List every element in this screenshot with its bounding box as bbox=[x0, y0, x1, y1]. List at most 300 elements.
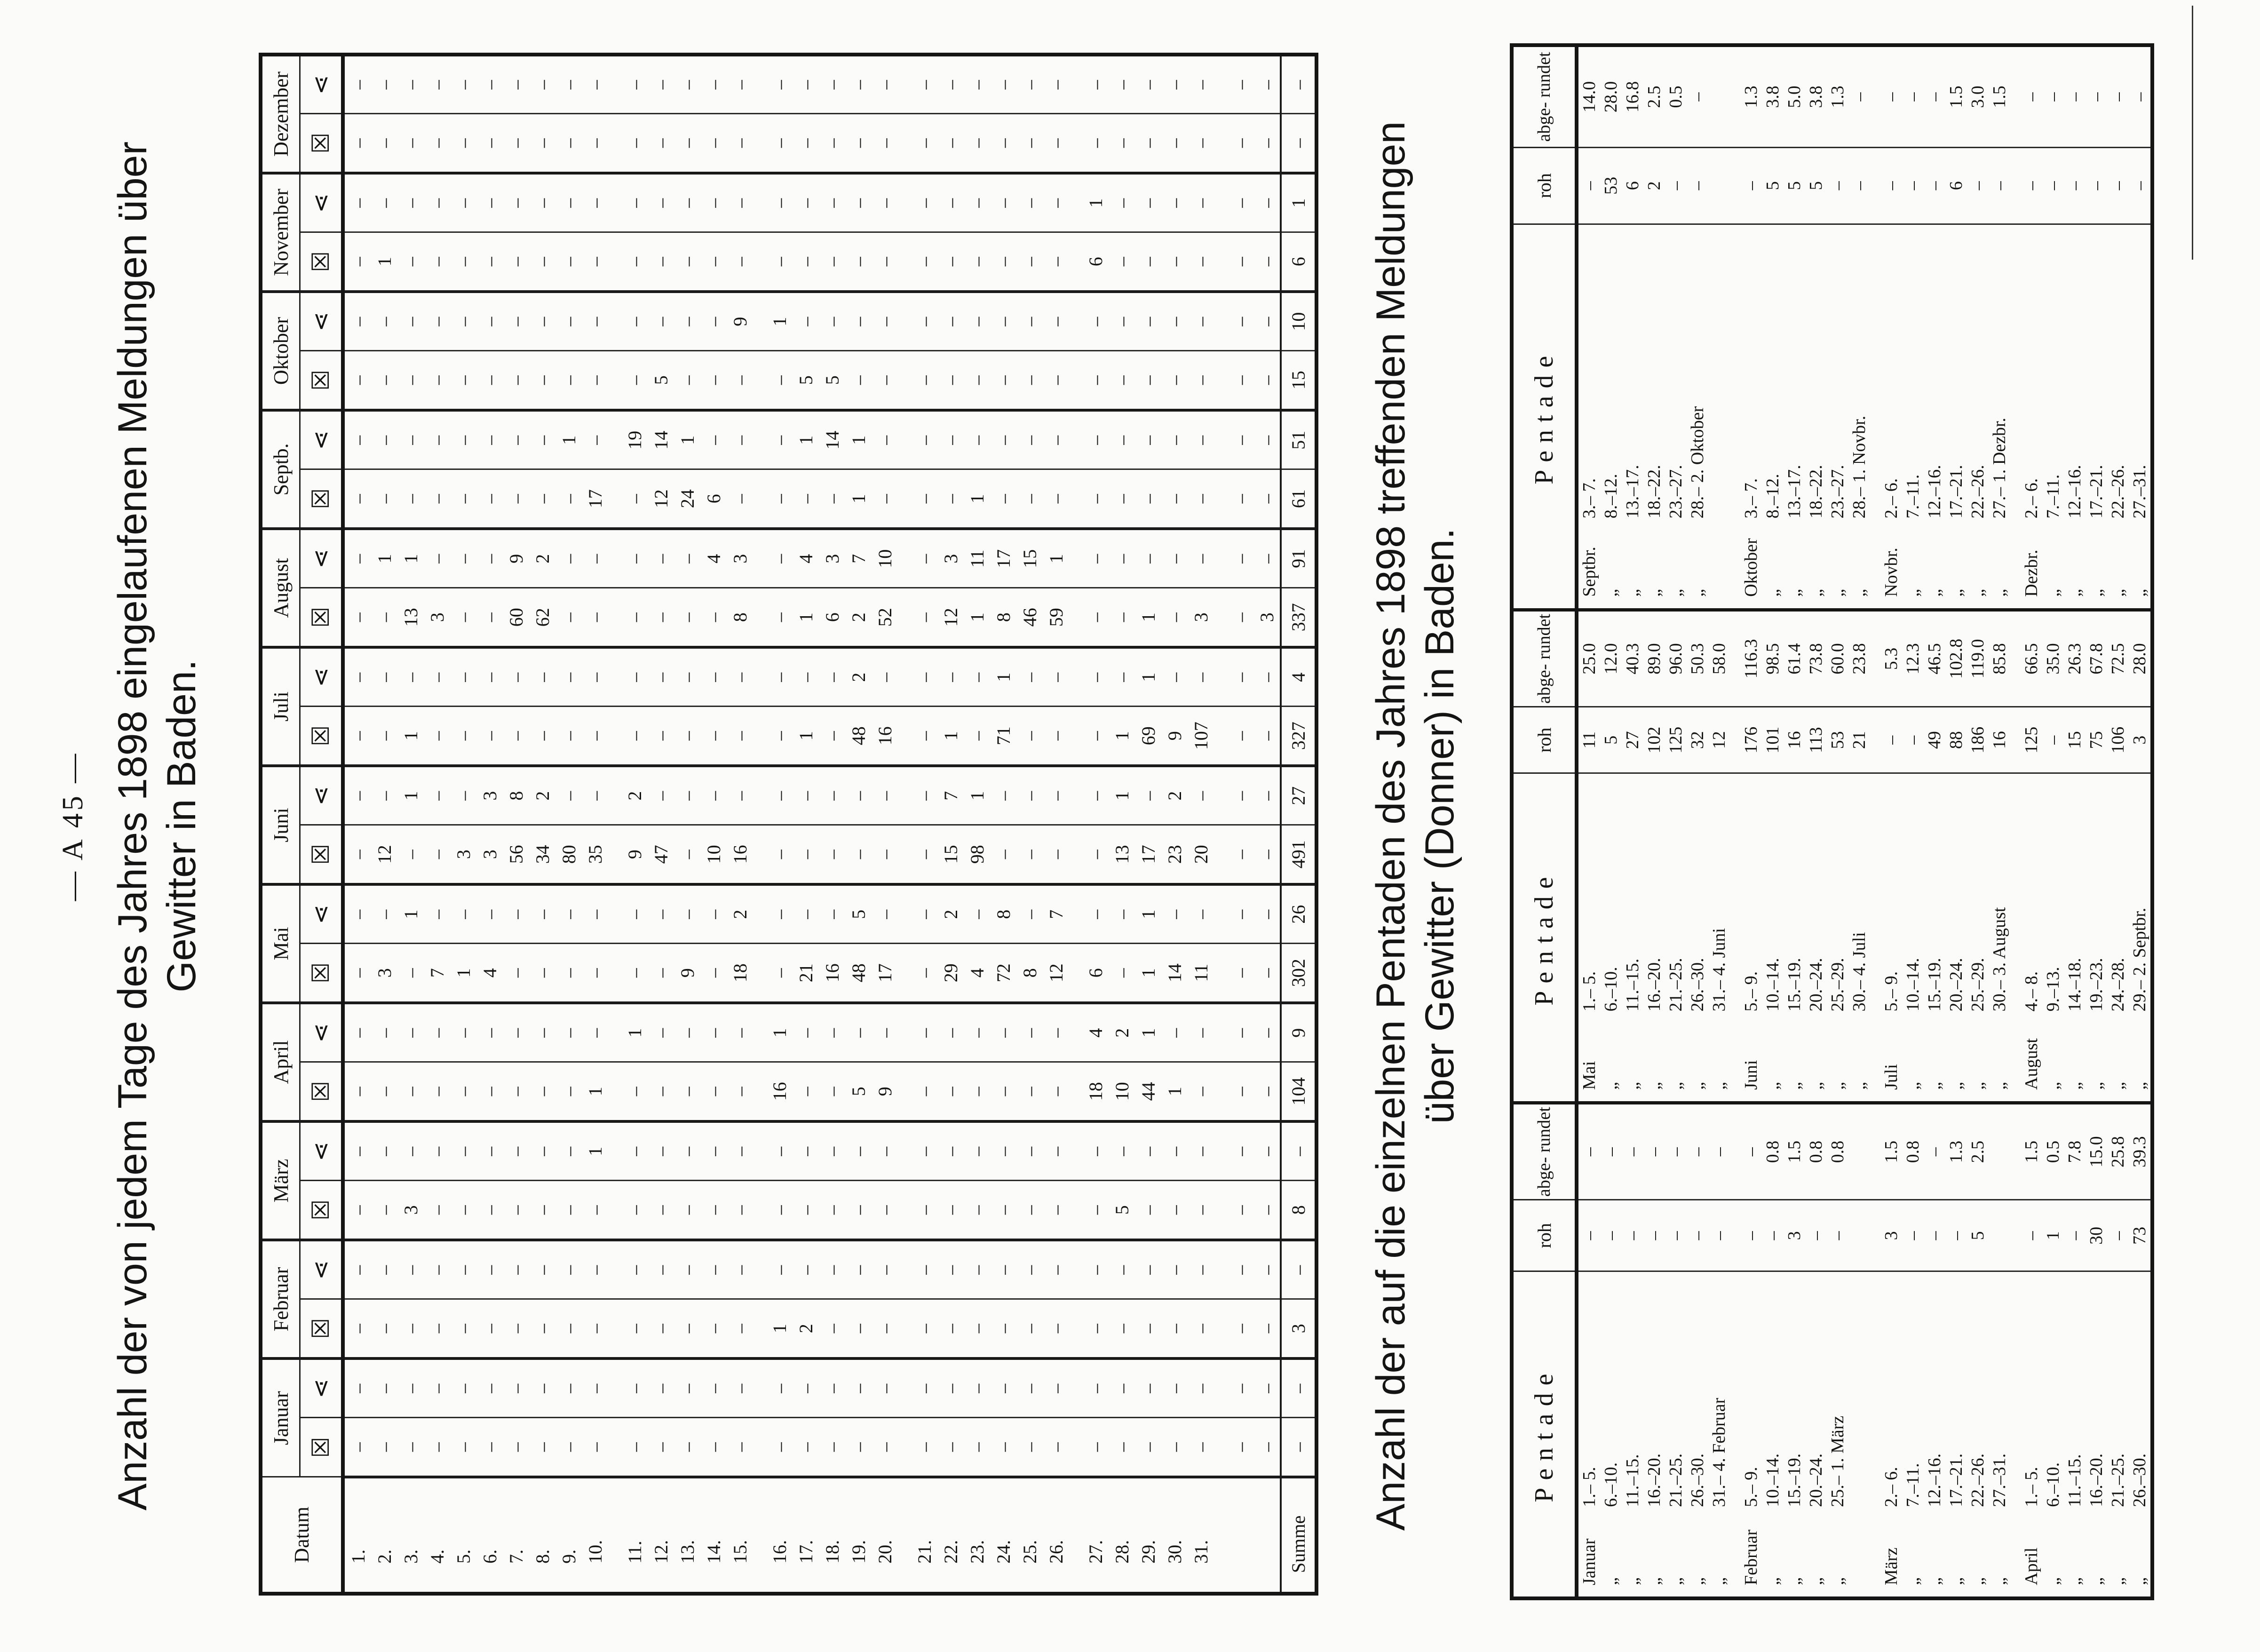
count-cell: – bbox=[582, 707, 608, 766]
count-cell: – bbox=[529, 232, 555, 292]
count-cell: – bbox=[529, 944, 555, 1003]
count-cell: – bbox=[1188, 410, 1214, 469]
gap-cell bbox=[608, 944, 621, 1003]
abgerundet-cell: 28.0 bbox=[1600, 45, 1622, 147]
count-cell: – bbox=[424, 1240, 450, 1299]
gap-cell bbox=[1870, 147, 1880, 224]
count-cell: – bbox=[1016, 1240, 1043, 1299]
roh-cell: 27 bbox=[1622, 707, 1643, 773]
month-cell: „ bbox=[1827, 520, 1848, 610]
roh-cell: 1 bbox=[2042, 1200, 2064, 1271]
count-cell: – bbox=[1253, 410, 1281, 469]
count-cell: – bbox=[1281, 55, 1316, 114]
gap-cell bbox=[753, 825, 766, 884]
roh-cell: – bbox=[1945, 1200, 1967, 1271]
count-cell: – bbox=[621, 1358, 648, 1418]
daily-table-body bbox=[343, 55, 1316, 1594]
count-cell: 3 bbox=[397, 1181, 424, 1240]
pentade-cell: 26.–30. bbox=[1688, 1453, 1707, 1507]
gap-cell bbox=[753, 351, 766, 410]
count-cell: – bbox=[964, 173, 990, 232]
abgerundet-cell: 1.3 bbox=[1827, 45, 1848, 147]
count-cell: – bbox=[1227, 884, 1253, 944]
count-cell: – bbox=[819, 766, 845, 825]
abgerundet-cell: – bbox=[1687, 45, 1708, 147]
count-cell: – bbox=[1188, 1240, 1214, 1299]
count-cell: – bbox=[555, 1358, 582, 1418]
count-cell: – bbox=[1043, 55, 1069, 114]
date-cell bbox=[1227, 1477, 1253, 1594]
abgerundet-cell: 66.5 bbox=[2021, 610, 2042, 707]
date-cell: 12. bbox=[650, 1540, 672, 1564]
count-cell: – bbox=[450, 1181, 476, 1240]
pentade-cell: 31.– 4. Februar bbox=[1709, 1398, 1729, 1507]
count-cell: – bbox=[343, 884, 371, 944]
gap-cell bbox=[608, 1477, 621, 1594]
abgerundet-cell: 14.0 bbox=[1577, 45, 1600, 147]
gap-cell bbox=[608, 55, 621, 114]
gap-cell bbox=[2010, 147, 2021, 224]
count-cell: – bbox=[1227, 232, 1253, 292]
count-cell: – bbox=[1188, 351, 1214, 410]
count-cell: – bbox=[872, 114, 898, 173]
roh-cell: 101 bbox=[1762, 707, 1784, 773]
roh-cell: 16 bbox=[1784, 707, 1805, 773]
pentade-cell: 1.– 5. bbox=[2022, 1467, 2041, 1507]
count-cell: – bbox=[674, 1358, 700, 1418]
date-cell: 27. bbox=[1085, 1540, 1106, 1564]
month-cell: „ bbox=[1924, 520, 1945, 610]
gap-cell bbox=[608, 1299, 621, 1358]
count-cell: – bbox=[727, 647, 753, 707]
count-cell: 17 bbox=[990, 529, 1016, 588]
abgerundet-cell bbox=[1708, 45, 1730, 147]
count-cell: – bbox=[937, 1062, 964, 1121]
month-cell: „ bbox=[1902, 520, 1924, 610]
count-cell: – bbox=[1188, 469, 1214, 529]
count-cell: – bbox=[1253, 1358, 1281, 1418]
count-cell: – bbox=[964, 1240, 990, 1299]
gap-cell bbox=[753, 766, 766, 825]
gap-cell bbox=[1214, 173, 1227, 232]
count-cell: – bbox=[1281, 1121, 1316, 1181]
count-cell: 1 bbox=[450, 944, 476, 1003]
pentade-cell: 15.–19. bbox=[1784, 1453, 1804, 1507]
count-cell: – bbox=[343, 469, 371, 529]
gap-cell bbox=[753, 1121, 766, 1181]
month-cell: Juli bbox=[1880, 1013, 1902, 1103]
gap-cell bbox=[1069, 766, 1082, 825]
month-cell: „ bbox=[1622, 520, 1643, 610]
count-cell: – bbox=[555, 173, 582, 232]
count-cell: – bbox=[1016, 1418, 1043, 1477]
roh-cell bbox=[1708, 147, 1730, 224]
month-cell: „ bbox=[1989, 520, 2010, 610]
date-cell: 10. bbox=[584, 1540, 606, 1564]
month-cell: „ bbox=[1945, 1013, 1967, 1103]
count-cell: 16 bbox=[727, 825, 753, 884]
count-cell: 8 bbox=[1016, 944, 1043, 1003]
month-cell: „ bbox=[1643, 1013, 1665, 1103]
table-row bbox=[397, 55, 424, 1594]
month-cell bbox=[1848, 1509, 1870, 1598]
gap-cell bbox=[1214, 351, 1227, 410]
gap-cell bbox=[608, 469, 621, 529]
abgerundet-cell: – bbox=[1880, 45, 1902, 147]
count-cell: 56 bbox=[503, 825, 529, 884]
count-cell: – bbox=[1043, 825, 1069, 884]
count-cell: – bbox=[766, 1121, 793, 1181]
count-cell: – bbox=[727, 173, 753, 232]
thunder-icon: ⋖ bbox=[307, 904, 334, 924]
count-cell: 1 bbox=[371, 529, 397, 588]
count-cell: – bbox=[371, 647, 397, 707]
count-cell: – bbox=[845, 1240, 872, 1299]
date-cell: 30. bbox=[1164, 1540, 1185, 1564]
gap-cell bbox=[1214, 1003, 1227, 1062]
count-cell: – bbox=[476, 588, 503, 647]
count-cell: – bbox=[503, 647, 529, 707]
abgerundet-cell: – bbox=[1924, 45, 1945, 147]
gap-cell bbox=[898, 588, 911, 647]
roh-cell: 53 bbox=[1827, 707, 1848, 773]
table-row bbox=[1082, 55, 1109, 1594]
roh-header-1: roh bbox=[1512, 1200, 1577, 1271]
count-cell: 9 bbox=[1161, 707, 1188, 766]
count-cell: – bbox=[1188, 1062, 1214, 1121]
month-cell: „ bbox=[1990, 1577, 2009, 1585]
count-cell: – bbox=[819, 1418, 845, 1477]
month-cell: „ bbox=[2042, 520, 2064, 610]
count-cell: – bbox=[872, 825, 898, 884]
count-cell: – bbox=[1135, 232, 1161, 292]
count-cell: – bbox=[1161, 1358, 1188, 1418]
gap-cell bbox=[1730, 773, 1740, 1014]
count-cell: 91 bbox=[1281, 529, 1316, 588]
count-cell: – bbox=[1161, 1299, 1188, 1358]
pentade-cell: 13.–17. bbox=[1623, 465, 1642, 519]
table-row bbox=[898, 55, 911, 1594]
count-cell: 19 bbox=[621, 410, 648, 469]
count-cell: 1 bbox=[582, 1121, 608, 1181]
count-cell: – bbox=[424, 114, 450, 173]
table-row bbox=[753, 55, 766, 1594]
count-cell: – bbox=[845, 232, 872, 292]
gap-cell bbox=[1069, 351, 1082, 410]
count-cell: – bbox=[1161, 1181, 1188, 1240]
count-cell: – bbox=[582, 1418, 608, 1477]
abgerundet-cell: 85.8 bbox=[1989, 610, 2010, 707]
count-cell: – bbox=[450, 55, 476, 114]
month-cell: „ bbox=[2064, 1013, 2086, 1103]
gap-cell bbox=[608, 1062, 621, 1121]
gap-cell bbox=[608, 766, 621, 825]
count-cell: 17 bbox=[872, 944, 898, 1003]
count-cell: 1 bbox=[793, 707, 819, 766]
count-cell: – bbox=[1109, 1418, 1135, 1477]
count-cell: 107 bbox=[1188, 707, 1214, 766]
pentade-cell: 21.–25. bbox=[1666, 958, 1686, 1012]
count-cell: – bbox=[503, 1299, 529, 1358]
count-cell: – bbox=[529, 1181, 555, 1240]
gap-cell bbox=[1870, 224, 1880, 520]
count-cell: – bbox=[1188, 647, 1214, 707]
thunder-icon: ⋖ bbox=[307, 193, 334, 213]
gap-cell bbox=[1069, 1358, 1082, 1418]
month-cell: „ bbox=[1763, 1577, 1783, 1585]
count-cell: 9 bbox=[674, 944, 700, 1003]
month-cell: „ bbox=[2086, 1013, 2107, 1103]
pentade-cell: 25.–29. bbox=[1828, 958, 1848, 1012]
count-cell: – bbox=[1082, 1240, 1109, 1299]
count-cell: – bbox=[1253, 1299, 1281, 1358]
gap-cell bbox=[1730, 224, 1740, 520]
count-cell: – bbox=[343, 351, 371, 410]
count-cell: 7 bbox=[424, 944, 450, 1003]
abgerundet-cell: 119.0 bbox=[1967, 610, 1989, 707]
count-cell: 14 bbox=[648, 410, 674, 469]
count-cell: – bbox=[819, 1181, 845, 1240]
count-cell: – bbox=[1135, 529, 1161, 588]
count-cell: – bbox=[1043, 173, 1069, 232]
gap-cell bbox=[1214, 944, 1227, 1003]
count-cell: – bbox=[371, 1358, 397, 1418]
gap-cell bbox=[1069, 292, 1082, 351]
abgerundet-cell: 1.3 bbox=[1740, 45, 1762, 147]
roh-cell: 5 bbox=[1600, 707, 1622, 773]
gap-cell bbox=[898, 292, 911, 351]
date-cell: 28. bbox=[1111, 1540, 1133, 1564]
pentade-cell: 5.– 9. bbox=[1881, 971, 1901, 1012]
count-cell: – bbox=[819, 1240, 845, 1299]
month-cell: „ bbox=[2086, 1577, 2106, 1585]
count-cell: – bbox=[529, 1003, 555, 1062]
count-cell: 69 bbox=[1135, 707, 1161, 766]
count-cell: – bbox=[937, 1299, 964, 1358]
month-cell: „ bbox=[2130, 1577, 2149, 1585]
count-cell: – bbox=[371, 173, 397, 232]
gap-cell bbox=[2010, 1013, 2021, 1103]
month-cell: „ bbox=[2043, 1577, 2063, 1585]
count-cell: – bbox=[555, 232, 582, 292]
count-cell: – bbox=[727, 1181, 753, 1240]
count-cell: – bbox=[343, 766, 371, 825]
count-cell: – bbox=[845, 1003, 872, 1062]
count-cell: – bbox=[371, 1418, 397, 1477]
month-cell: „ bbox=[2129, 1013, 2152, 1103]
count-cell: – bbox=[845, 766, 872, 825]
count-cell: – bbox=[476, 1003, 503, 1062]
count-cell: 9 bbox=[621, 825, 648, 884]
count-cell: – bbox=[503, 1003, 529, 1062]
count-cell: – bbox=[700, 884, 727, 944]
roh-cell: – bbox=[1902, 1200, 1924, 1271]
count-cell: 1 bbox=[964, 766, 990, 825]
count-cell: – bbox=[872, 1418, 898, 1477]
gap-cell bbox=[608, 1358, 621, 1418]
table-row bbox=[1805, 45, 1827, 1598]
gap-cell bbox=[753, 1240, 766, 1299]
roh-cell: – bbox=[1880, 707, 1902, 773]
roh-cell: – bbox=[1827, 1200, 1848, 1271]
month-cell: „ bbox=[1806, 1577, 1826, 1585]
count-cell: 3 bbox=[450, 825, 476, 884]
count-cell: – bbox=[1135, 766, 1161, 825]
count-cell: – bbox=[964, 232, 990, 292]
abgerundet-cell: – bbox=[1600, 1103, 1622, 1199]
table-row bbox=[872, 55, 898, 1594]
pentade-cell: 25.–29. bbox=[1968, 958, 1988, 1012]
count-cell: – bbox=[700, 588, 727, 647]
count-cell: – bbox=[937, 232, 964, 292]
pentade-cell: 1.– 5. bbox=[1579, 971, 1599, 1012]
count-cell: – bbox=[450, 647, 476, 707]
count-cell: – bbox=[911, 825, 937, 884]
gap-cell bbox=[1214, 1121, 1227, 1181]
count-cell: – bbox=[371, 1121, 397, 1181]
count-cell: – bbox=[621, 884, 648, 944]
count-cell: – bbox=[343, 1062, 371, 1121]
count-cell: 1 bbox=[397, 529, 424, 588]
table-row bbox=[476, 55, 503, 1594]
count-cell: – bbox=[450, 232, 476, 292]
count-cell: – bbox=[424, 1358, 450, 1418]
date-cell: 4. bbox=[426, 1549, 448, 1564]
count-cell: – bbox=[1227, 1418, 1253, 1477]
count-cell: – bbox=[1016, 469, 1043, 529]
table-row bbox=[793, 55, 819, 1594]
count-cell: – bbox=[1016, 114, 1043, 173]
gap-cell bbox=[753, 944, 766, 1003]
gap-cell bbox=[608, 232, 621, 292]
roh-cell: 11 bbox=[1577, 707, 1600, 773]
gap-cell bbox=[608, 647, 621, 707]
count-cell: – bbox=[1082, 469, 1109, 529]
count-cell: – bbox=[1109, 114, 1135, 173]
count-cell: 1 bbox=[1281, 173, 1316, 232]
gap-cell bbox=[1069, 232, 1082, 292]
abgerundet-cell: – bbox=[2107, 45, 2129, 147]
roh-cell: – bbox=[2064, 147, 2086, 224]
count-cell: – bbox=[582, 1299, 608, 1358]
count-cell: – bbox=[621, 173, 648, 232]
roh-cell: 3 bbox=[1784, 1200, 1805, 1271]
date-cell: 8. bbox=[531, 1549, 553, 1564]
table1-title-line2: Gewitter in Baden. bbox=[159, 659, 204, 993]
count-cell: – bbox=[674, 1181, 700, 1240]
count-cell: 2 bbox=[937, 884, 964, 944]
count-cell: – bbox=[371, 1240, 397, 1299]
table2-title-line1: Anzahl der auf die einzelnen Pentaden des Jahres 1898 treffenden Meldungen bbox=[1368, 121, 1413, 1531]
count-cell: – bbox=[700, 1299, 727, 1358]
count-cell: – bbox=[343, 1358, 371, 1418]
count-cell: 1 bbox=[845, 410, 872, 469]
count-cell: – bbox=[1281, 1418, 1316, 1477]
count-cell: – bbox=[582, 55, 608, 114]
pentade-cell: 21.–25. bbox=[1666, 1453, 1686, 1507]
thunder-icon: ⋖ bbox=[307, 75, 334, 95]
gap-cell bbox=[1730, 1200, 1740, 1271]
roh-header-2: roh bbox=[1512, 707, 1577, 773]
date-cell: 29. bbox=[1137, 1540, 1159, 1564]
gap-cell bbox=[608, 114, 621, 173]
roh-cell: – bbox=[2021, 1200, 2042, 1271]
abgerundet-cell: 28.0 bbox=[2129, 610, 2152, 707]
gap-cell bbox=[2010, 1103, 2021, 1199]
date-cell: 16. bbox=[769, 1540, 790, 1564]
count-cell: – bbox=[727, 55, 753, 114]
abgerundet-cell bbox=[1989, 1103, 2010, 1199]
table-row bbox=[766, 55, 793, 1594]
count-cell: – bbox=[648, 766, 674, 825]
count-cell: – bbox=[872, 469, 898, 529]
count-cell: – bbox=[1188, 173, 1214, 232]
pentade-cell: 20.–24. bbox=[1806, 958, 1826, 1012]
count-cell: – bbox=[424, 1121, 450, 1181]
count-cell: 7 bbox=[937, 766, 964, 825]
count-cell: 1 bbox=[1109, 766, 1135, 825]
count-cell: – bbox=[582, 884, 608, 944]
count-cell: 11 bbox=[1188, 944, 1214, 1003]
date-cell: 3. bbox=[400, 1549, 421, 1564]
count-cell: – bbox=[1253, 647, 1281, 707]
pentade-cell: 3.– 7. bbox=[1741, 478, 1761, 519]
count-cell: – bbox=[397, 944, 424, 1003]
pentade-cell: 7.–11. bbox=[1903, 1463, 1923, 1507]
pentade-cell: 10.–14. bbox=[1903, 958, 1923, 1012]
count-cell: – bbox=[674, 529, 700, 588]
count-cell: – bbox=[1161, 1240, 1188, 1299]
count-cell: – bbox=[582, 351, 608, 410]
abgerundet-cell: 3.0 bbox=[1967, 45, 1989, 147]
gap-cell bbox=[2010, 1271, 2021, 1509]
gap-cell bbox=[2010, 1509, 2021, 1598]
roh-cell: 5 bbox=[1967, 1200, 1989, 1271]
gap-cell bbox=[1730, 520, 1740, 610]
count-cell: – bbox=[1227, 1181, 1253, 1240]
count-cell: – bbox=[1082, 351, 1109, 410]
count-cell: 62 bbox=[529, 588, 555, 647]
roh-cell: – bbox=[1643, 1200, 1665, 1271]
count-cell: – bbox=[990, 1418, 1016, 1477]
pentade-cell: 18.–22. bbox=[1806, 465, 1826, 519]
month-cell: „ bbox=[1762, 1013, 1784, 1103]
count-cell: – bbox=[555, 469, 582, 529]
abgerundet-cell bbox=[1848, 1103, 1870, 1199]
pentade-table-body bbox=[1577, 45, 2152, 1598]
gap-cell bbox=[1069, 1418, 1082, 1477]
roh-cell: 30 bbox=[2086, 1200, 2107, 1271]
date-cell: 23. bbox=[966, 1540, 988, 1564]
gap-cell bbox=[753, 410, 766, 469]
month-cell: „ bbox=[1848, 1013, 1870, 1103]
abgerundet-cell: 60.0 bbox=[1827, 610, 1848, 707]
count-cell: – bbox=[397, 114, 424, 173]
count-cell: – bbox=[424, 351, 450, 410]
count-cell: – bbox=[343, 1121, 371, 1181]
month-cell: Dezbr. bbox=[2021, 520, 2042, 610]
pentade-cell: 4.– 8. bbox=[2022, 971, 2041, 1012]
count-cell: – bbox=[727, 1240, 753, 1299]
count-cell: 1 bbox=[845, 469, 872, 529]
count-cell: – bbox=[793, 1062, 819, 1121]
count-cell: – bbox=[555, 1181, 582, 1240]
count-cell: – bbox=[503, 884, 529, 944]
count-cell: – bbox=[582, 529, 608, 588]
count-cell: – bbox=[503, 55, 529, 114]
sub-header-cell bbox=[300, 410, 343, 469]
roh-cell: – bbox=[2042, 707, 2064, 773]
